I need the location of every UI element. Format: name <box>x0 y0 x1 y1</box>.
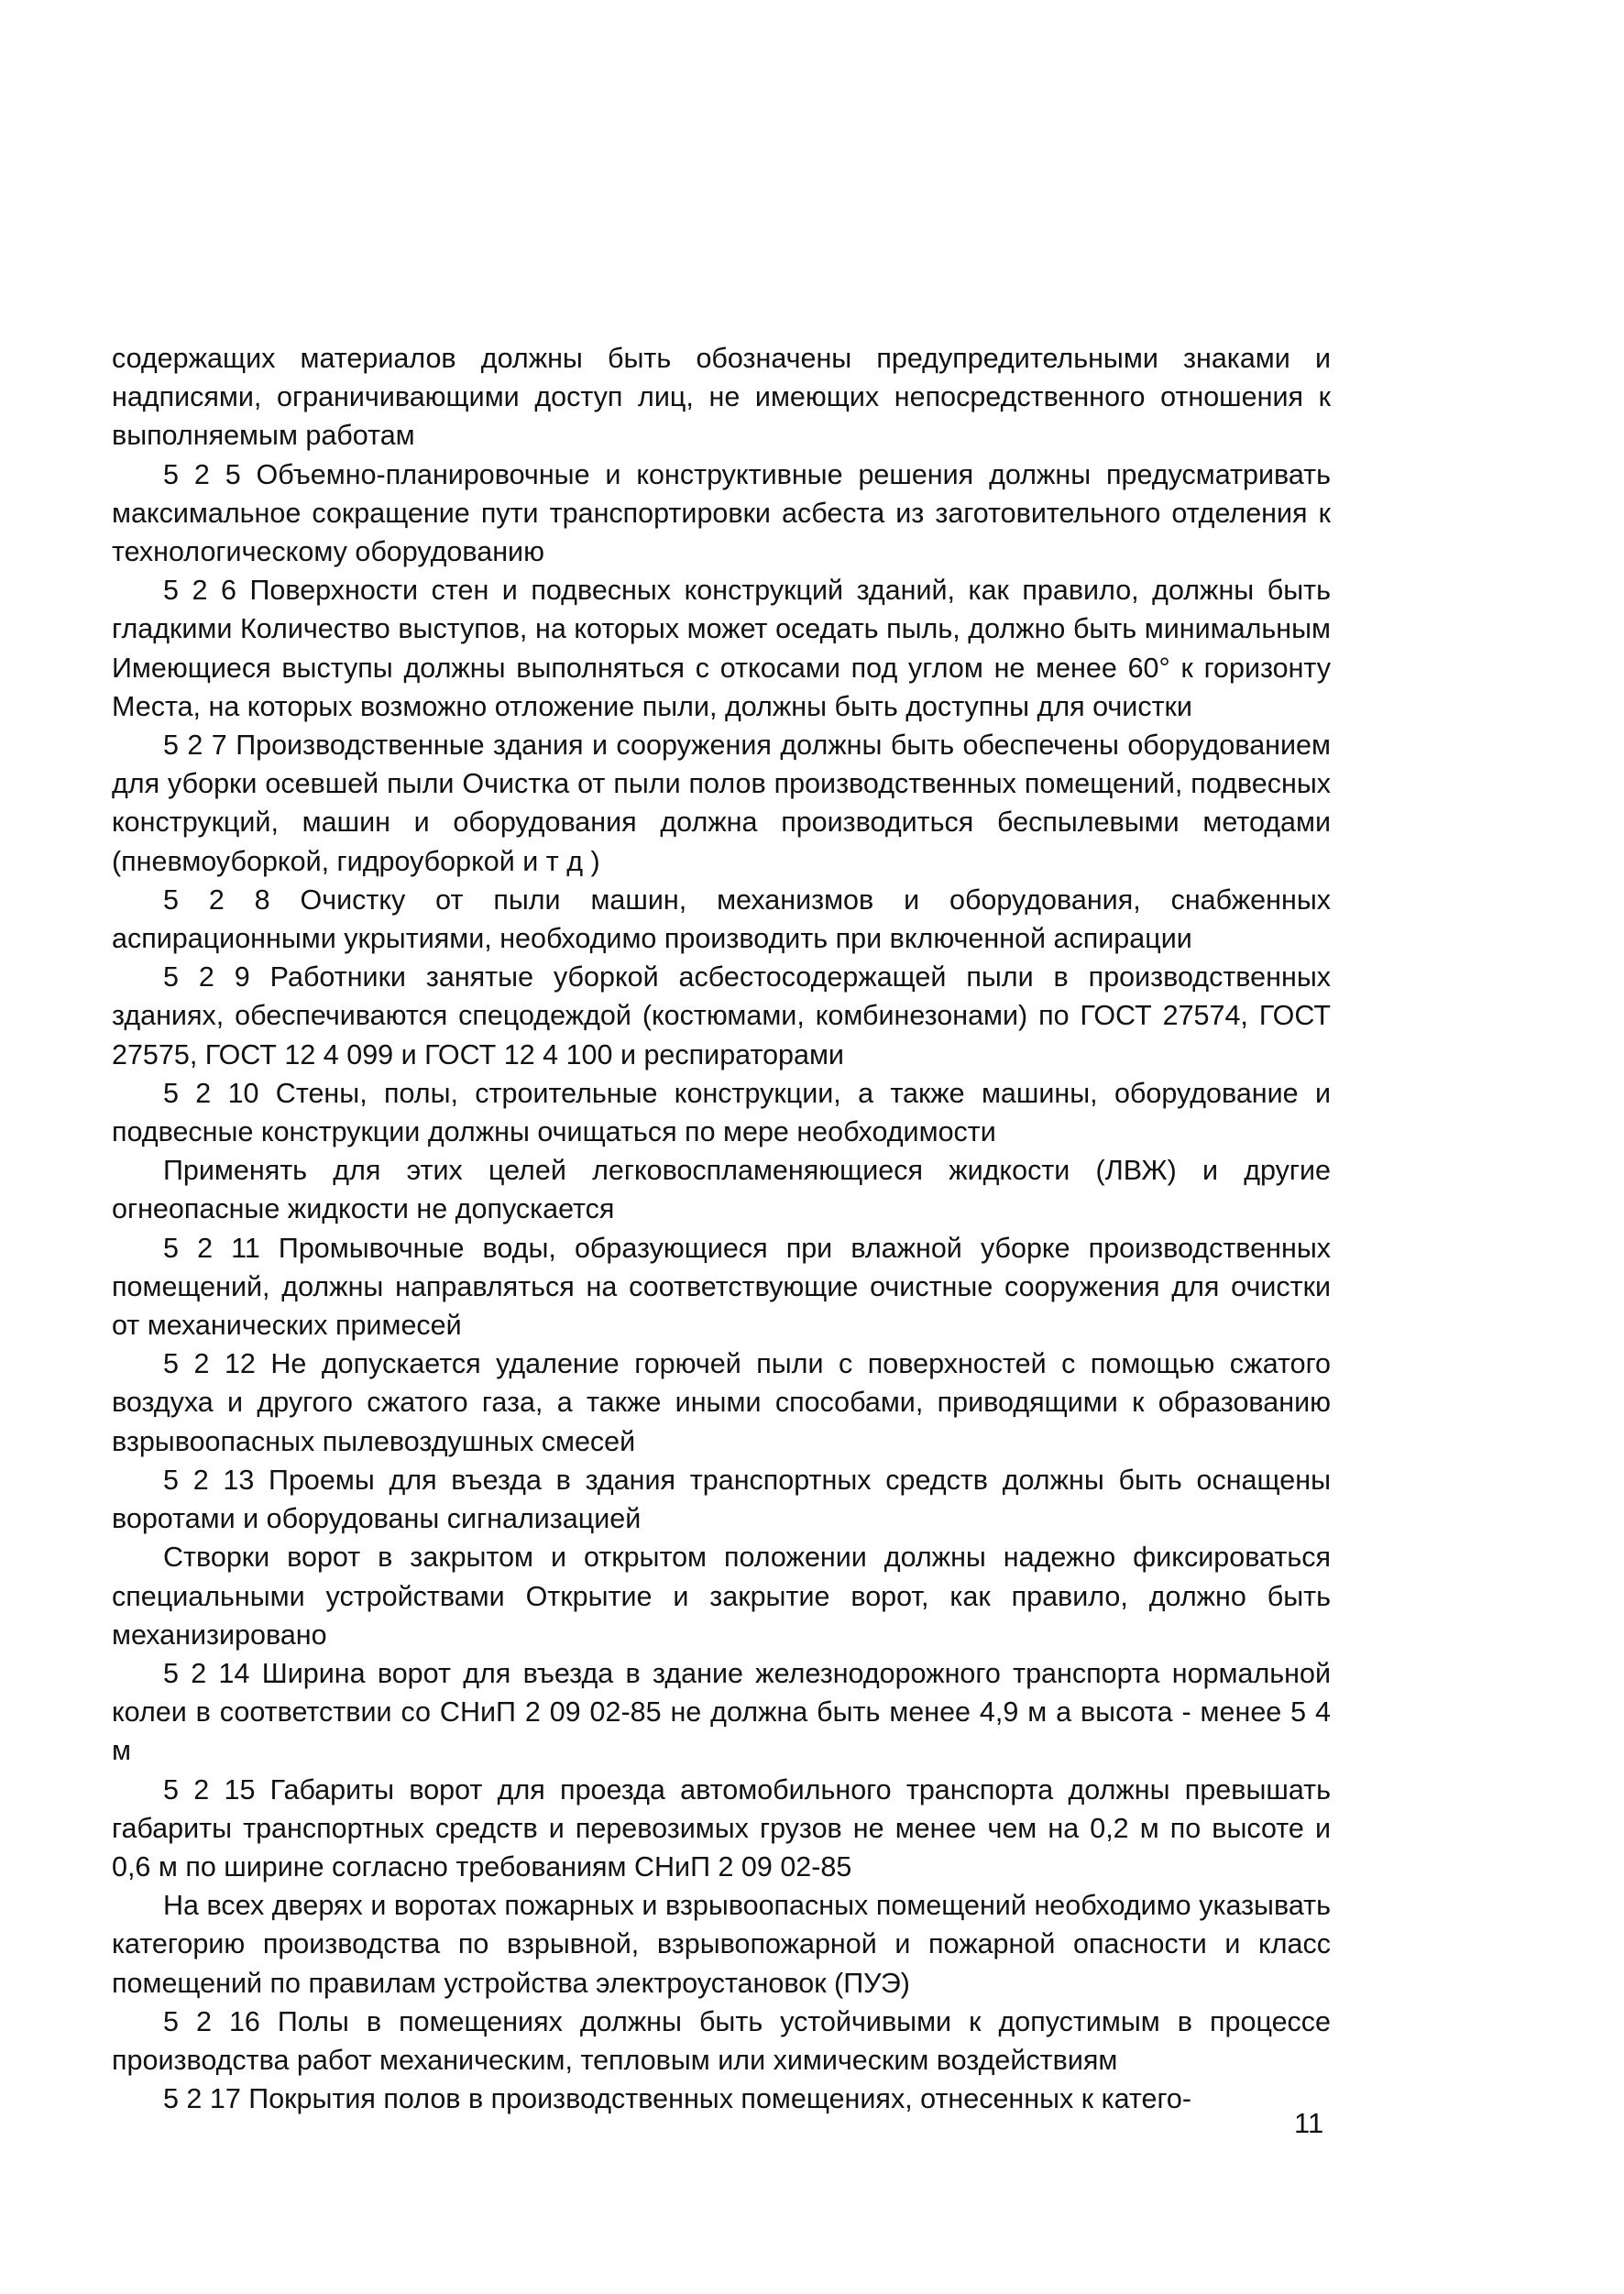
paragraph-continuation: содержащих материалов должны быть обозначены предупредительными знаками и надписями, ограничивающими доступ лиц, не имеющих непосредственного отношения к выполняемым работам <box>112 343 1331 452</box>
paragraph-5-2-5: 5 2 5 Объемно-планировочные и конструктивные решения должны предусматривать максимальное сокращение пути транспортировки асбеста из заготовительного отделения к технологическому оборудованию <box>112 458 1331 568</box>
paragraph-5-2-6: 5 2 6 Поверхности стен и подвесных конструкций зданий, как правило, должны быть гладкими Количество выступов, на которых может оседать пыль, должно быть минимальным Имеющиеся выступы должны выполняться с откосами под углом не менее 60° к горизонту Места, на которых возможно отложение пыли, должны быть доступны для очистки <box>112 575 1331 722</box>
paragraph-5-2-10-note: Применять для этих целей легковоспламеняющиеся жидкости (ЛВЖ) и другие огнеопасные жидкости не допускается <box>112 1155 1331 1225</box>
paragraph-5-2-13: 5 2 13 Проемы для въезда в здания транспортных средств должны быть оснащены воротами и оборудованы сигнализацией <box>112 1464 1331 1535</box>
paragraph-5-2-15: 5 2 15 Габариты ворот для проезда автомобильного транспорта должны превышать габариты транспортных средств и перевозимых грузов не менее чем на 0,2 м по высоте и 0,6 м по ширине согласно требованиям СНиП 2 09 02-85 <box>112 1773 1331 1882</box>
paragraph-5-2-13-note: Створки ворот в закрытом и открытом положении должны надежно фиксироваться специальными устройствами Открытие и закрытие ворот, как правило, должно быть механизировано <box>112 1542 1331 1651</box>
paragraph-5-2-11: 5 2 11 Промывочные воды, образующиеся при влажной уборке производственных помещений, должны направляться на соответствующие очистные сооружения для очистки от механических примесей <box>112 1232 1331 1342</box>
paragraph-5-2-14: 5 2 14 Ширина ворот для въезда в здание железнодорожного транспорта нормальной колеи в соответствии со СНиП 2 09 02-85 не должна быть менее 4,9 м а высота - менее 5 4 м <box>112 1657 1331 1767</box>
paragraph-5-2-16: 5 2 16 Полы в помещениях должны быть устойчивыми к допустимым в процессе производства работ механическим, тепловым или химическим воздействиям <box>112 2005 1331 2076</box>
paragraph-5-2-17: 5 2 17 Покрытия полов в производственных помещениях, отнесенных к катего- <box>163 2083 1192 2115</box>
paragraph-5-2-12: 5 2 12 Не допускается удаление горючей пыли с поверхностей с помощью сжатого воздуха и другого сжатого газа, а также иными способами, приводящими к образованию взрывоопасных пылевоздушных смесей <box>112 1348 1331 1457</box>
paragraph-5-2-9: 5 2 9 Работники занятые уборкой асбестосодержащей пыли в производственных зданиях, обеспечиваются спецодеждой (костюмами, комбинезонами) по ГОСТ 27574, ГОСТ 27575, ГОСТ 12 4 099 и ГОСТ 12 4 100 и респираторами <box>112 961 1331 1070</box>
document-body <box>112 339 1331 2118</box>
paragraph-5-2-7: 5 2 7 Производственные здания и сооружения должны быть обеспечены оборудованием для уборки осевшей пыли Очистка от пыли полов производственных помещений, подвесных конструкций, машин и оборудования должна производиться беспылевыми методами (пневмоуборкой, гидроуборкой и т д ) <box>112 730 1331 877</box>
paragraph-5-2-8: 5 2 8 Очистку от пыли машин, механизмов и оборудования, снабженных аспирационными укрытиями, необходимо производить при включенной аспирации <box>112 884 1331 955</box>
paragraph-5-2-10: 5 2 10 Стены, полы, строительные конструкции, а также машины, оборудование и подвесные конструкции должны очищаться по мере необходимости <box>112 1077 1331 1148</box>
page-number: 11 <box>1294 2107 1324 2139</box>
paragraph-5-2-15-note: На всех дверях и воротах пожарных и взрывоопасных помещений необходимо указывать категорию производства по взрывной, взрывопожарной и пожарной опасности и класс помещений по правилам устройства электроустановок (ПУЭ) <box>112 1890 1331 1999</box>
